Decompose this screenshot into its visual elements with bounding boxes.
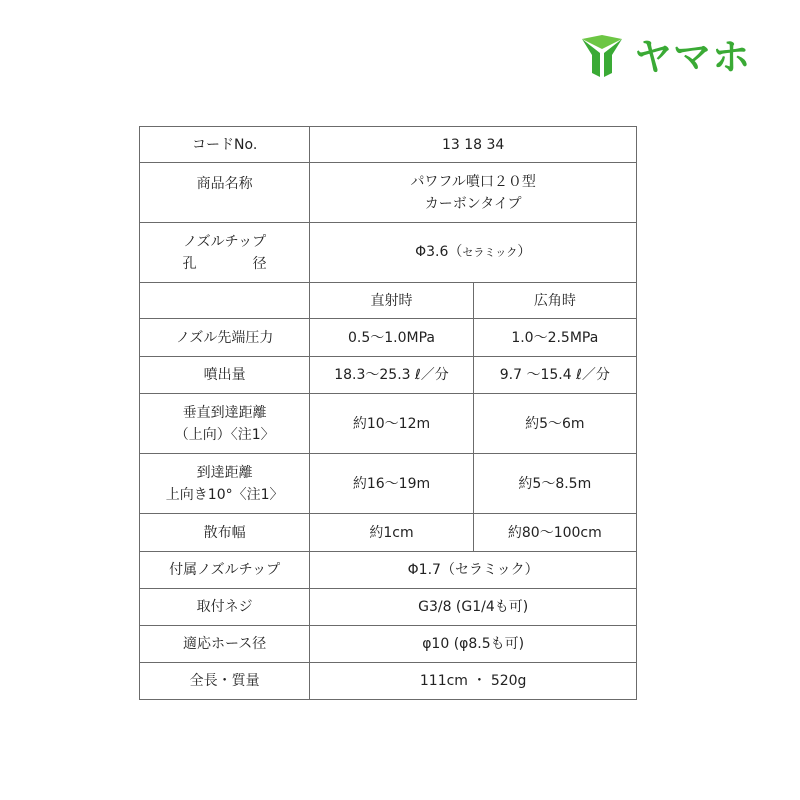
- table-row-code: [140, 127, 637, 163]
- brand-logo: [578, 32, 758, 82]
- nozzle-value-small: セラミック: [462, 246, 518, 259]
- accessory-label: 付属ノズルチップ: [140, 552, 310, 589]
- size-label: 全長・質量: [140, 663, 310, 700]
- row-straight: 18.3～25.3 ℓ／分: [310, 357, 473, 394]
- row-straight: 0.5～1.0MPa: [310, 319, 473, 357]
- table-row-accessory: [140, 552, 637, 589]
- reach-straight: 約16～19m: [310, 454, 473, 514]
- nozzle-value: [310, 223, 637, 283]
- vertical-label-line-2: （上向）〈注1〉: [174, 426, 275, 443]
- product-line-1: パワフル噴口２０型: [410, 173, 536, 190]
- spread-label: 散布幅: [140, 514, 310, 552]
- vertical-straight: 約10～12m: [310, 394, 473, 454]
- row-wide: 1.0～2.5MPa: [473, 319, 636, 357]
- mode-header-empty: [140, 283, 310, 319]
- mode-wide: 広角時: [473, 283, 636, 319]
- accessory-value: Φ1.7（セラミック）: [310, 552, 637, 589]
- product-label: 商品名称: [140, 163, 310, 223]
- row-label: 噴出量: [140, 357, 310, 394]
- table-row-reach: [140, 454, 637, 514]
- reach-label: [140, 454, 310, 514]
- vertical-label: [140, 394, 310, 454]
- brand-wordmark: ヤマホ: [634, 35, 752, 79]
- table-row-size: [140, 663, 637, 700]
- size-value: 111cm ・ 520g: [310, 663, 637, 700]
- table-row-product: [140, 163, 637, 223]
- nozzle-label-line-1: ノズルチップ: [183, 233, 267, 250]
- table-row-spread: [140, 514, 637, 552]
- table-row-thread: [140, 589, 637, 626]
- nozzle-value-end: ）: [517, 244, 532, 260]
- table-row: [140, 357, 637, 394]
- thread-value: G3/8 (G1/4も可): [310, 589, 637, 626]
- hose-value: φ10 (φ8.5も可): [310, 626, 637, 663]
- reach-label-line-1: 到達距離: [196, 464, 253, 481]
- vertical-wide: 約5～6m: [473, 394, 636, 454]
- nozzle-label-char-1: 孔: [182, 255, 197, 272]
- table-row: [140, 319, 637, 357]
- nozzle-value-main: Φ3.6（: [415, 244, 463, 260]
- nozzle-label: [140, 223, 310, 283]
- row-label: ノズル先端圧力: [140, 319, 310, 357]
- table-row-nozzle: [140, 223, 637, 283]
- product-value: [310, 163, 637, 223]
- table-row-hose: [140, 626, 637, 663]
- product-line-2: カーボンタイプ: [424, 195, 522, 212]
- nozzle-label-char-2: 径: [252, 255, 267, 272]
- reach-wide: 約5～8.5m: [473, 454, 636, 514]
- spread-wide: 約80～100cm: [473, 514, 636, 552]
- code-value: 13 18 34: [310, 127, 637, 163]
- mode-straight: 直射時: [310, 283, 473, 319]
- code-label: コードNo.: [140, 127, 310, 163]
- table-row-vertical-reach: [140, 394, 637, 454]
- yamaho-leaf-logo-icon: [578, 33, 626, 81]
- spec-table: [139, 126, 637, 700]
- reach-label-line-2: 上向き10°〈注1〉: [165, 486, 284, 503]
- thread-label: 取付ネジ: [140, 589, 310, 626]
- nozzle-label-line-2: [144, 253, 305, 275]
- table-row-mode-header: [140, 283, 637, 319]
- row-wide: 9.7 ～15.4 ℓ／分: [473, 357, 636, 394]
- spread-straight: 約1cm: [310, 514, 473, 552]
- hose-label: 適応ホース径: [140, 626, 310, 663]
- vertical-label-line-1: 垂直到達距離: [182, 404, 267, 421]
